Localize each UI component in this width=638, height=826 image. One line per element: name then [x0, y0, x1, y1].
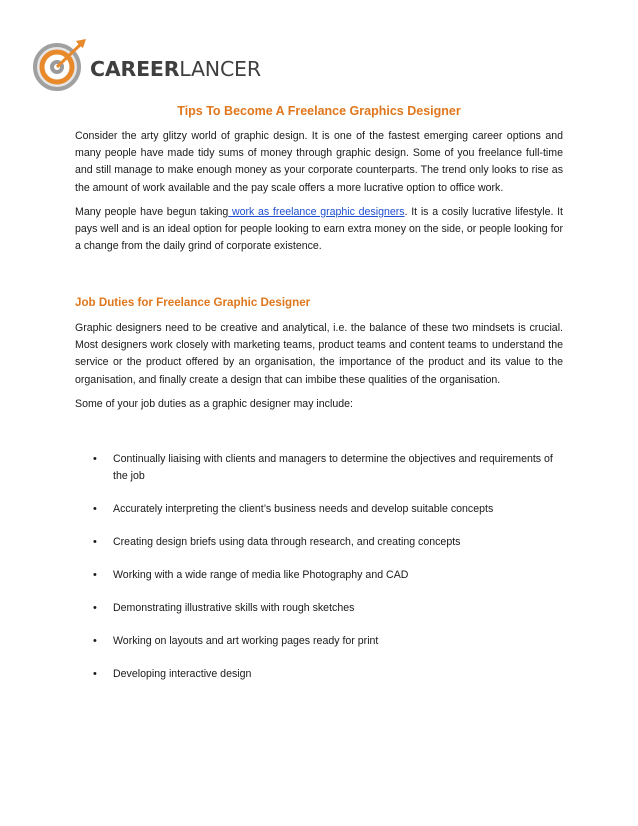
duty-text: Continually liaising with clients and managers to determine the objectives and requirements of the job	[113, 453, 553, 482]
bullet-icon: •	[93, 453, 97, 465]
section-heading: Job Duties for Freelance Graphic Designer	[75, 296, 311, 309]
duty-text: Working on layouts and art working pages ready for print	[113, 635, 379, 647]
duties-intro: Some of your job duties as a graphic designer may include:	[75, 398, 353, 410]
list-item	[75, 567, 565, 584]
duties-list	[75, 451, 565, 699]
bullet-icon: •	[93, 668, 97, 680]
list-item	[75, 501, 565, 518]
duty-text: Creating design briefs using data through research, and creating concepts	[113, 536, 461, 548]
para2-text-before: Many people have begun taking	[75, 206, 229, 218]
duty-text: Demonstrating illustrative skills with rough sketches	[113, 602, 355, 614]
target-arrow-icon	[30, 36, 88, 94]
intro-paragraph: Consider the arty glitzy world of graphic design. It is one of the fastest emerging career options and many people have made tidy sums of money through graphic design. Some of you freelance full-time and still manage to make enough money as your corporate counterparts. The trend only looks to rise as the amount of work available and the pay scale offers a more lucrative option to office work.	[75, 130, 563, 194]
duty-text: Working with a wide range of media like Photography and CAD	[113, 569, 409, 581]
list-item	[75, 534, 565, 551]
document-title: Tips To Become A Freelance Graphics Designer	[177, 104, 461, 118]
list-item	[75, 451, 565, 485]
second-paragraph	[75, 204, 563, 256]
para2-text-after: . It is a cosily lucrative lifestyle. It pays well and is an ideal option for people looking to earn extra money on the side, or people looking for a change from the daily grind of corporate existence.	[75, 206, 563, 253]
bullet-icon: •	[93, 602, 97, 614]
list-item	[75, 600, 565, 617]
bullet-icon: •	[93, 536, 97, 548]
freelance-designer-link[interactable]: work as freelance graphic designers	[228, 206, 405, 218]
list-item	[75, 666, 565, 683]
duty-text: Accurately interpreting the client’s business needs and develop suitable concepts	[113, 503, 494, 515]
bullet-icon: •	[93, 503, 97, 515]
section-paragraph: Graphic designers need to be creative and analytical, i.e. the balance of these two mindsets is crucial. Most designers work closely with marketing teams, product teams and content teams to understand the service or the product offered by an organisation, the importance of the product and its value to the organisation, and finally create a design that can imbibe these qualities of the organisation.	[75, 322, 563, 386]
duty-text: Developing interactive design	[113, 668, 252, 680]
careerlancer-logo	[30, 36, 261, 96]
brand-career: CAREER	[90, 57, 180, 81]
brand-name	[90, 57, 261, 81]
bullet-icon: •	[93, 569, 97, 581]
bullet-icon: •	[93, 635, 97, 647]
brand-lancer: LANCER	[179, 57, 261, 81]
list-item	[75, 633, 565, 650]
